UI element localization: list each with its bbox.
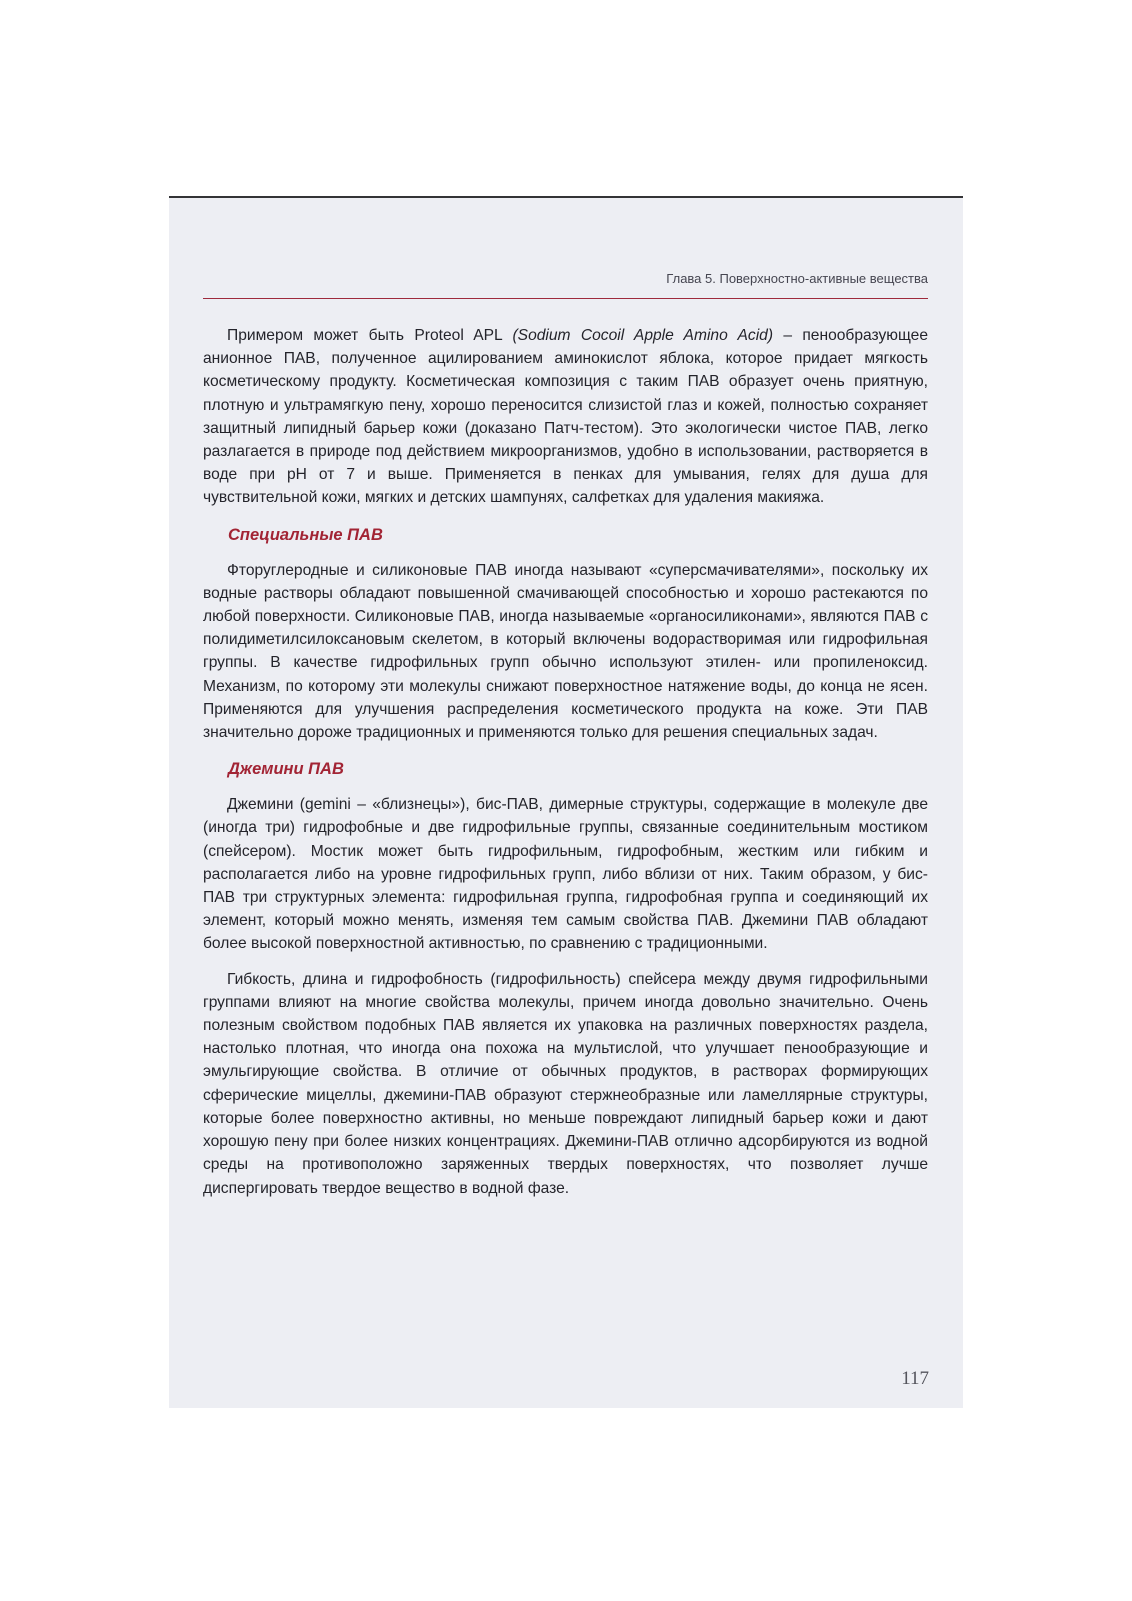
paragraph-special-surfactants: Фторуглеродные и силиконовые ПАВ иногда называют «суперсмачивателями», поскольку их водные растворы обладают повышенной смачивающей способностью и хорошо растекаются по любой поверхности. Силиконовые ПАВ, иногда называемые «органосиликонами», являются ПАВ с полидиметилсилоксановым скелетом, в который включены водорастворимая или гидрофильная группы. В качестве гидрофильных групп обычно используют этилен- или пропиленоксид. Механизм, по которому эти молекулы снижают поверхностное натяжение воды, до конца не ясен. Применяются для улучшения распределения косметического продукта на коже. Эти ПАВ значительно дороже традиционных и применяются только для решения специальных задач. [203,561,928,742]
header-rule [203,298,928,299]
paragraph-gemini-properties: Гибкость, длина и гидрофобность (гидрофильность) спейсера между двумя гидрофильными группами влияют на многие свойства молекулы, причем иногда довольно значительно. Очень полезным свойством подобных ПАВ является их упаковка на различных поверхностях раздела, настолько плотная, что иногда она похожа на мультислой, что улучшает пенообразующие и эмульгирующие свойства. В отличие от обычных продуктов, в растворах формирующих сферические мицеллы, джемини-ПАВ образуют стержнеобразные или ламеллярные структуры, которые более поверхностно активны, но меньше повреждают липидный барьер кожи и дают хорошую пену при более низких концентрациях. Джемини-ПАВ отлично адсорбируются из водной среды на противоположно заряженных твердых поверхностях, что позволяет лучше диспергировать твердое вещество в водной фазе. [203,970,928,1197]
section-heading-special-surfactants: Специальные ПАВ [228,525,383,544]
page-number: 117 [901,1368,929,1389]
paragraph-proteol [203,324,928,510]
page-body [203,324,928,1200]
paragraph-proteol-start: Примером может быть Proteol APL [227,327,513,344]
book-page [169,196,963,1408]
paragraph-proteol-rest: – пенообразующее анионное ПАВ, полученное ацилированием аминокислот яблока, которое придает мягкость косметическому продукту. Косметическая композиция с таким ПАВ образует очень приятную, плотную и ультрамягкую пену, хорошо переносится слизистой глаз и кожей, полностью сохраняет защитный липидный барьер кожи (доказано Патч-тестом). Это экологически чистое ПАВ, легко разлагается в природе под действием микроорганизмов, удобно в использовании, растворяется в воде при pH от 7 и выше. Применяется в пенках для умывания, гелях для душа для чувствительной кожи, мягких и детских шампунях, салфетках для удаления макияжа. [203,327,928,507]
inci-name: (Sodium Cocoil Apple Amino Acid) [512,327,774,344]
paragraph-gemini-definition: Джемини (gemini – «близнецы»), бис-ПАВ, димерные структуры, содержащие в молекуле две (иногда три) гидрофобные и две гидрофильные группы, связанные соединительным мостиком (спейсером). Мостик может быть гидрофильным, гидрофобным, жестким или гибким и располагается либо на уровне гидрофильных групп, либо вблизи от них. Таким образом, у бис-ПАВ три структурных элемента: гидрофильная группа, гидрофобная группа и соединяющий их элемент, который можно менять, изменяя тем самым свойства ПАВ. Джемини ПАВ обладают более высокой поверхностной активностью, по сравнению с традиционными. [203,796,928,953]
section-heading-gemini-surfactants: Джемини ПАВ [228,760,344,779]
running-header: Глава 5. Поверхностно-активные вещества [666,271,928,286]
